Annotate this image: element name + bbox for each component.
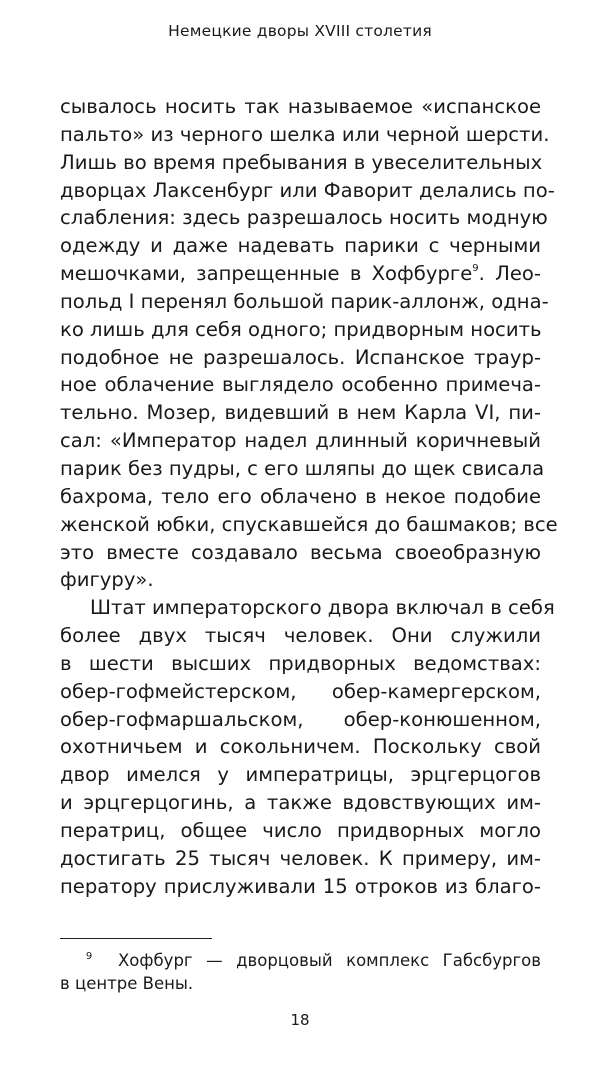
footnote-reference[interactable]: 9 — [472, 263, 479, 275]
footnote-divider — [60, 938, 212, 939]
text-line: фигуру». — [60, 568, 154, 592]
text-line: достигать 25 тысяч человек. К примеру, им- — [60, 846, 541, 870]
text-line: Штат императорского двора включал в себя — [90, 596, 555, 620]
text-line: сывалось носить так называемое «испанское — [60, 95, 541, 118]
text-line: парик без пудры, с его шляпы до щек свисала — [60, 456, 545, 480]
text-line: сал: «Император надел длинный коричневый — [60, 429, 541, 453]
text-segment: . Лео- — [478, 262, 541, 286]
text-line: бахрома, тело его облачено в некое подобие — [60, 484, 541, 508]
text-line: женской юбки, спускавшейся до башмаков; все — [60, 512, 558, 536]
text-line: это вместе создавало весьма своеобразную — [60, 540, 541, 564]
page-number: 18 — [290, 1011, 310, 1029]
text-line: ко лишь для себя одного; придворным носить — [60, 317, 542, 341]
text-line: одежду и даже надевать парики с черными — [60, 234, 541, 258]
body-text — [60, 93, 558, 900]
text-line: слабления: здесь разрешалось носить модную — [60, 206, 548, 230]
text-segment: мешочками, запрещенные в Хофбурге — [60, 262, 473, 286]
text-line — [60, 260, 541, 288]
text-line: в шести высших придворных ведомствах: — [60, 651, 541, 675]
text-line: тельно. Мозер, видевший в нем Карла VI, пи- — [60, 401, 541, 425]
text-line: ператору прислуживали 15 отроков из благо- — [60, 874, 541, 898]
footnote-line: в центре Вены. — [60, 974, 194, 993]
text-line: двор имелся у императрицы, эрцгерцогов — [60, 763, 541, 787]
text-line: обер-гофмейстерском, обер-камергерском, — [60, 679, 541, 703]
text-line: ное облачение выглядело особенно примеча- — [60, 373, 541, 397]
footnote — [60, 949, 541, 995]
footnote-number: 9 — [85, 951, 93, 962]
text-line: подобное не разрешалось. Испанское траур- — [60, 345, 541, 369]
text-line: Лишь во время пребывания в увеселительных — [60, 150, 543, 174]
running-header: Немецкие дворы XVIII столетия — [168, 22, 432, 40]
text-line: пальто» из черного шелка или черной шерсти. — [60, 122, 550, 146]
text-line: и эрцгерцогинь, а также вдовствующих им- — [60, 791, 541, 815]
text-line: более двух тысяч человек. Они служили — [60, 624, 541, 648]
text-line: обер-гофмаршальском, обер-конюшенном, — [60, 707, 541, 731]
text-line: ператриц, общее число придворных могло — [60, 818, 541, 842]
text-line: польд I перенял большой парик-аллонж, одна- — [60, 289, 549, 313]
footnote-line — [60, 949, 541, 972]
footnote-text: Хофбург — дворцовый комплекс Габсбургов — [118, 951, 541, 970]
text-line: дворцах Лаксенбург или Фаворит делались по- — [60, 178, 555, 202]
text-line: охотничьем и сокольничем. Поскольку свой — [60, 735, 541, 759]
